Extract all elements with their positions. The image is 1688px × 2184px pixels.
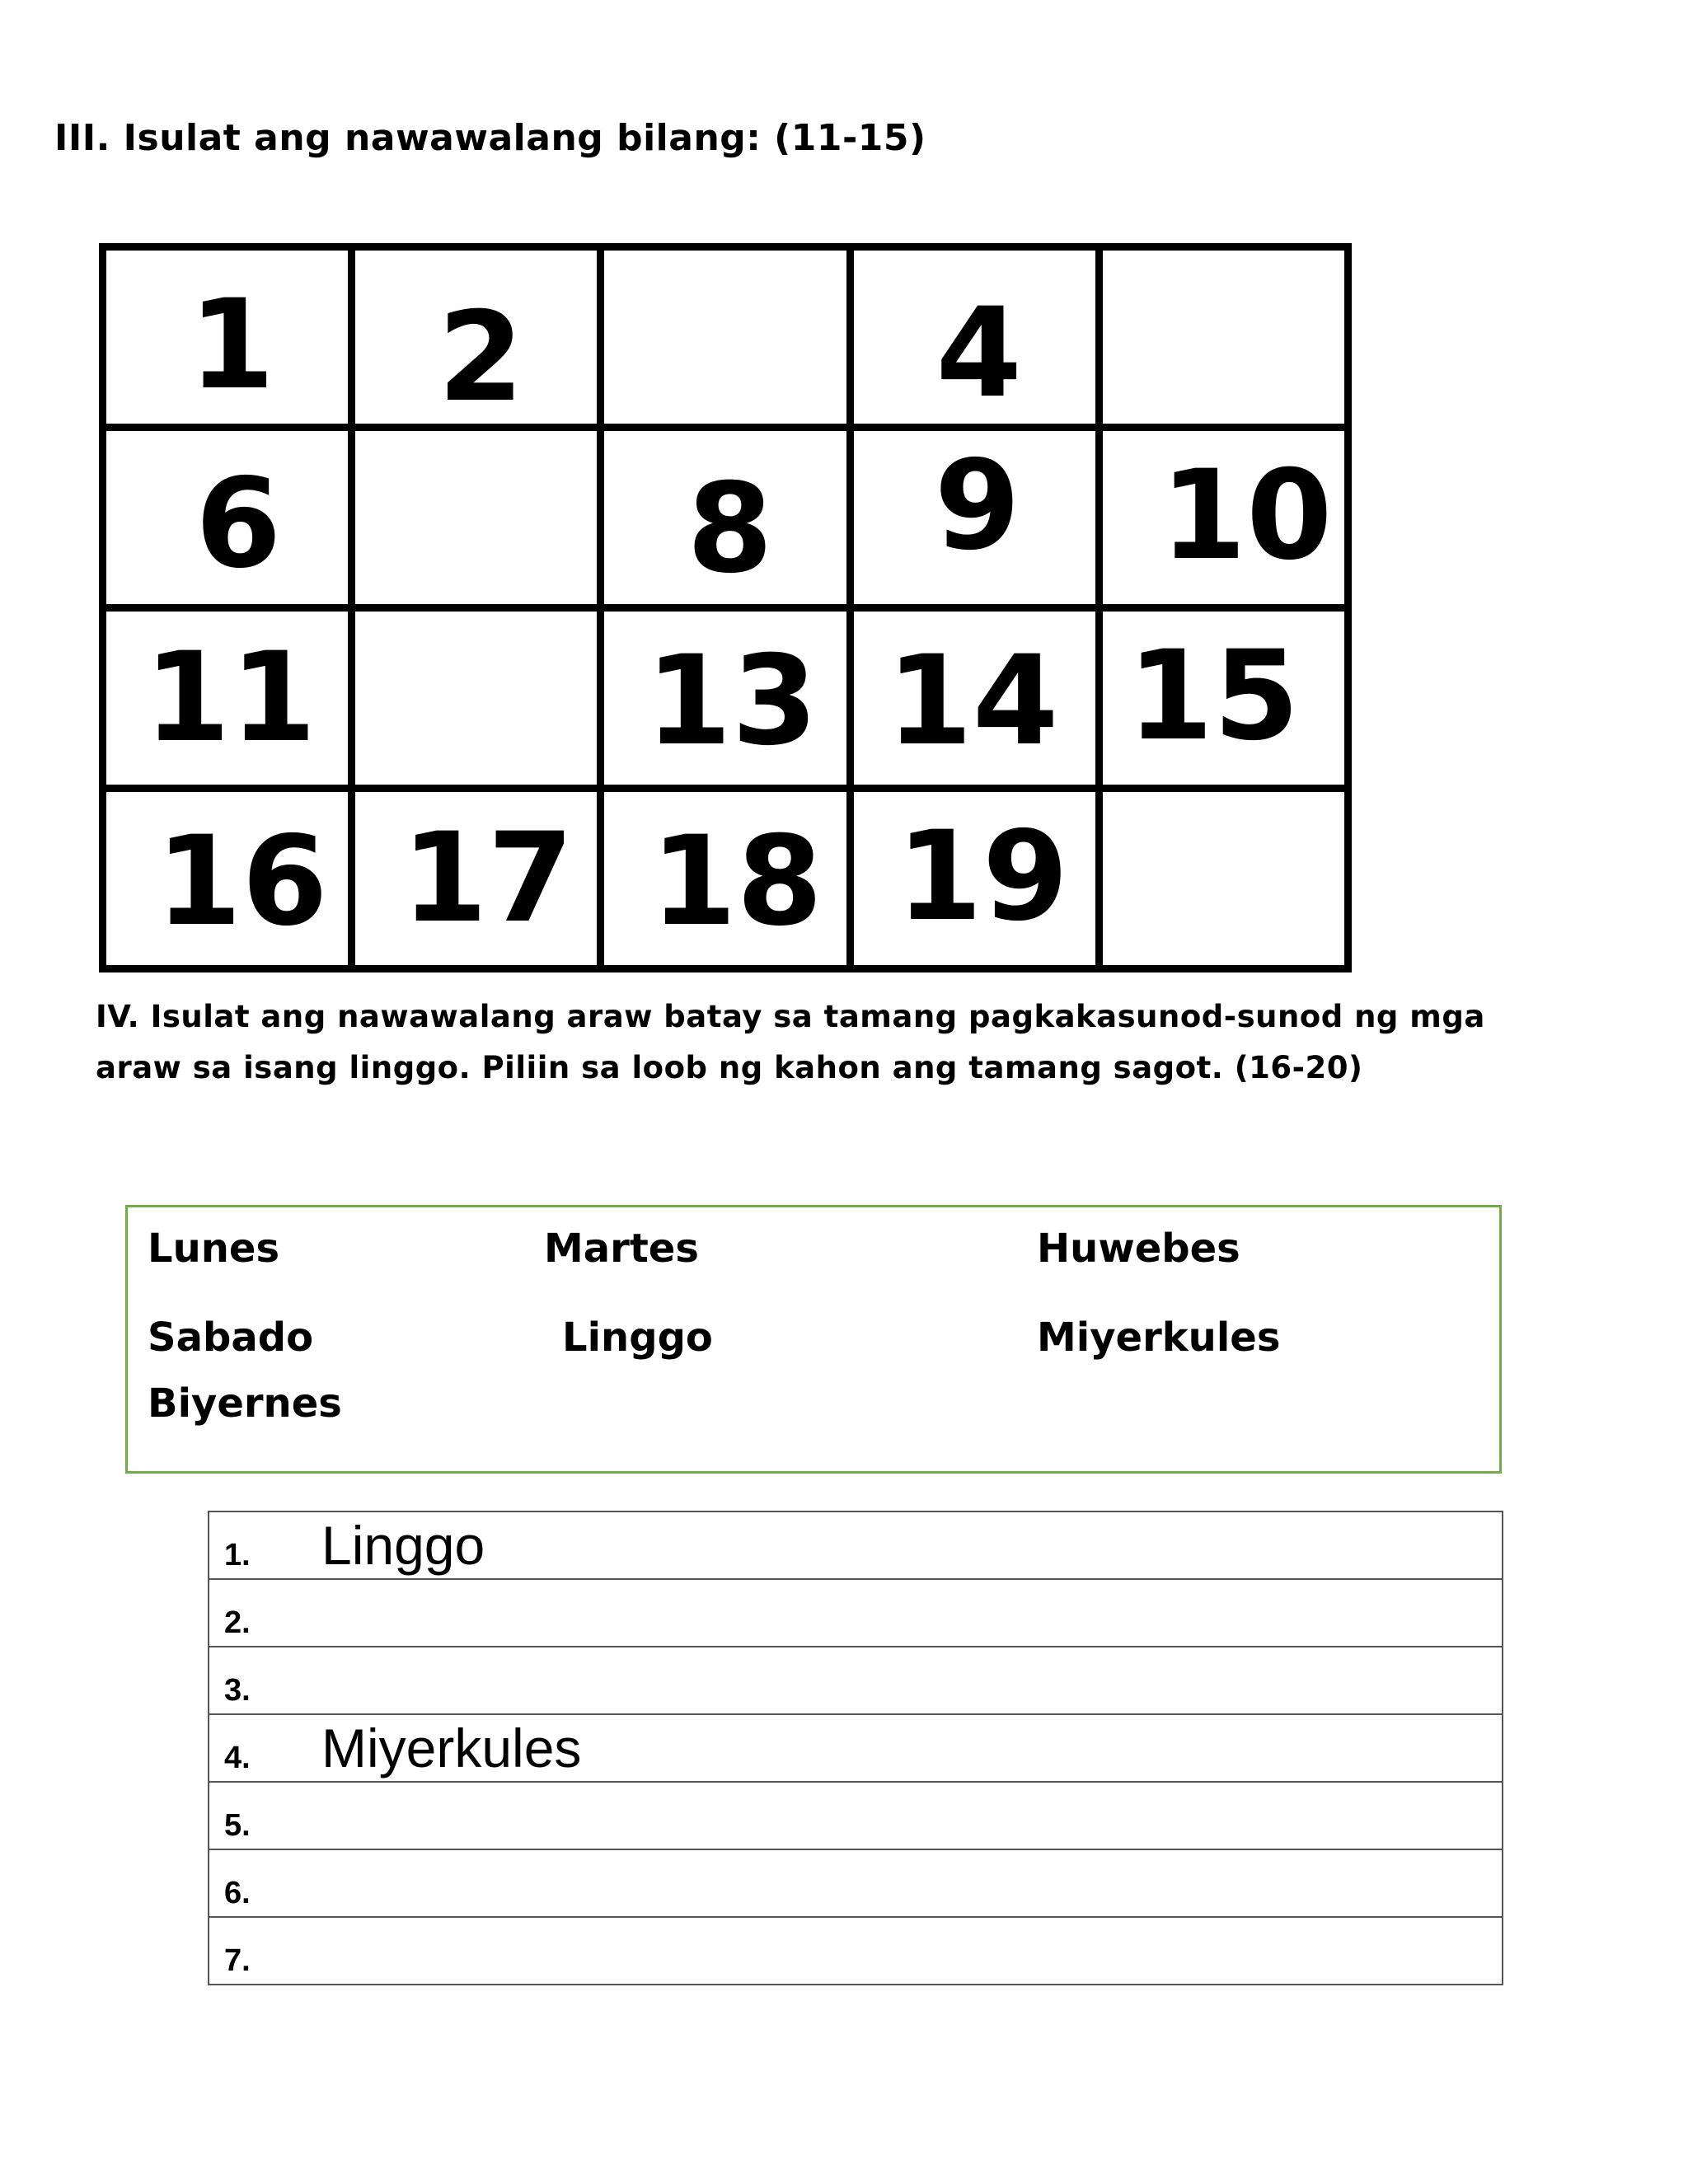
- grid-number: 15: [1127, 625, 1300, 768]
- answer-cell[interactable]: [209, 1917, 1503, 1985]
- choice-item: Linggo: [562, 1315, 713, 1361]
- answer-number: 6.: [224, 1876, 251, 1910]
- grid-number: 8: [687, 457, 773, 601]
- answer-number: 3.: [224, 1673, 251, 1708]
- grid-number: 6: [195, 452, 282, 596]
- grid-cell[interactable]: [103, 428, 352, 608]
- grid-cell[interactable]: [103, 247, 352, 428]
- grid-number: 1: [189, 274, 275, 417]
- grid-cell[interactable]: [352, 789, 601, 969]
- grid-cell[interactable]: [1099, 789, 1348, 969]
- answer-value: Linggo: [321, 1515, 485, 1576]
- answer-number: 7.: [224, 1943, 251, 1978]
- choices-box: [125, 1205, 1502, 1474]
- grid-row: [103, 247, 1348, 428]
- answer-row: [209, 1782, 1503, 1849]
- grid-number: 9: [934, 434, 1020, 578]
- grid-number: 2: [438, 286, 524, 429]
- grid-cell[interactable]: [103, 789, 352, 969]
- grid-row: [103, 608, 1348, 789]
- section-4-title: IV. Isulat ang nawawalang araw batay sa tamang pagkakasunod-sunod ng mga araw sa isang linggo. Piliin sa loob ng kahon ang tamang sagot. (16-20): [96, 999, 1485, 1085]
- grid-cell[interactable]: [850, 789, 1099, 969]
- grid-cell[interactable]: [352, 428, 601, 608]
- answer-number: 4.: [224, 1741, 251, 1775]
- answer-cell[interactable]: [209, 1782, 1503, 1849]
- number-grid: [99, 243, 1352, 972]
- answer-cell[interactable]: [209, 1647, 1503, 1714]
- grid-number: 19: [896, 805, 1069, 949]
- grid-number: 13: [645, 630, 818, 773]
- choice-item: Biyernes: [148, 1380, 342, 1427]
- grid-number: 18: [650, 810, 823, 954]
- answer-row: [209, 1511, 1503, 1579]
- grid-row: [103, 428, 1348, 608]
- grid-cell[interactable]: [1099, 428, 1348, 608]
- grid-row: [103, 789, 1348, 969]
- answer-number: 2.: [224, 1605, 251, 1640]
- grid-cell[interactable]: [352, 247, 601, 428]
- answer-table: [208, 1511, 1503, 1985]
- grid-number: 10: [1160, 444, 1333, 588]
- answer-cell[interactable]: [209, 1849, 1503, 1917]
- grid-cell[interactable]: [850, 428, 1099, 608]
- answer-number: 5.: [224, 1808, 251, 1843]
- grid-cell[interactable]: [850, 247, 1099, 428]
- grid-cell[interactable]: [1099, 247, 1348, 428]
- grid-cell[interactable]: [850, 608, 1099, 789]
- grid-number: 14: [886, 630, 1059, 773]
- grid-cell[interactable]: [352, 608, 601, 789]
- grid-cell[interactable]: [601, 608, 850, 789]
- grid-number: 17: [401, 807, 574, 950]
- answer-row: [209, 1714, 1503, 1782]
- answer-cell[interactable]: [209, 1511, 1503, 1579]
- answer-cell[interactable]: [209, 1714, 1503, 1782]
- section-3-title: III. Isulat ang nawawalang bilang: (11-15): [54, 117, 926, 159]
- choice-item: Huwebes: [1037, 1226, 1240, 1272]
- answer-number: 1.: [224, 1538, 251, 1572]
- answer-value: Miyerkules: [321, 1718, 582, 1779]
- grid-cell[interactable]: [1099, 608, 1348, 789]
- answer-row: [209, 1647, 1503, 1714]
- choice-item: Lunes: [148, 1226, 280, 1272]
- grid-cell[interactable]: [601, 789, 850, 969]
- choice-item: Sabado: [148, 1315, 314, 1361]
- grid-number: 4: [935, 282, 1022, 425]
- answer-row: [209, 1579, 1503, 1647]
- grid-cell[interactable]: [601, 247, 850, 428]
- choice-item: Miyerkules: [1037, 1315, 1281, 1361]
- grid-cell[interactable]: [103, 608, 352, 789]
- answer-row: [209, 1849, 1503, 1917]
- grid-cell[interactable]: [601, 428, 850, 608]
- answer-cell[interactable]: [209, 1579, 1503, 1647]
- answer-row: [209, 1917, 1503, 1985]
- grid-number: 16: [156, 810, 328, 954]
- choice-item: Martes: [544, 1226, 699, 1272]
- grid-number: 11: [144, 626, 316, 770]
